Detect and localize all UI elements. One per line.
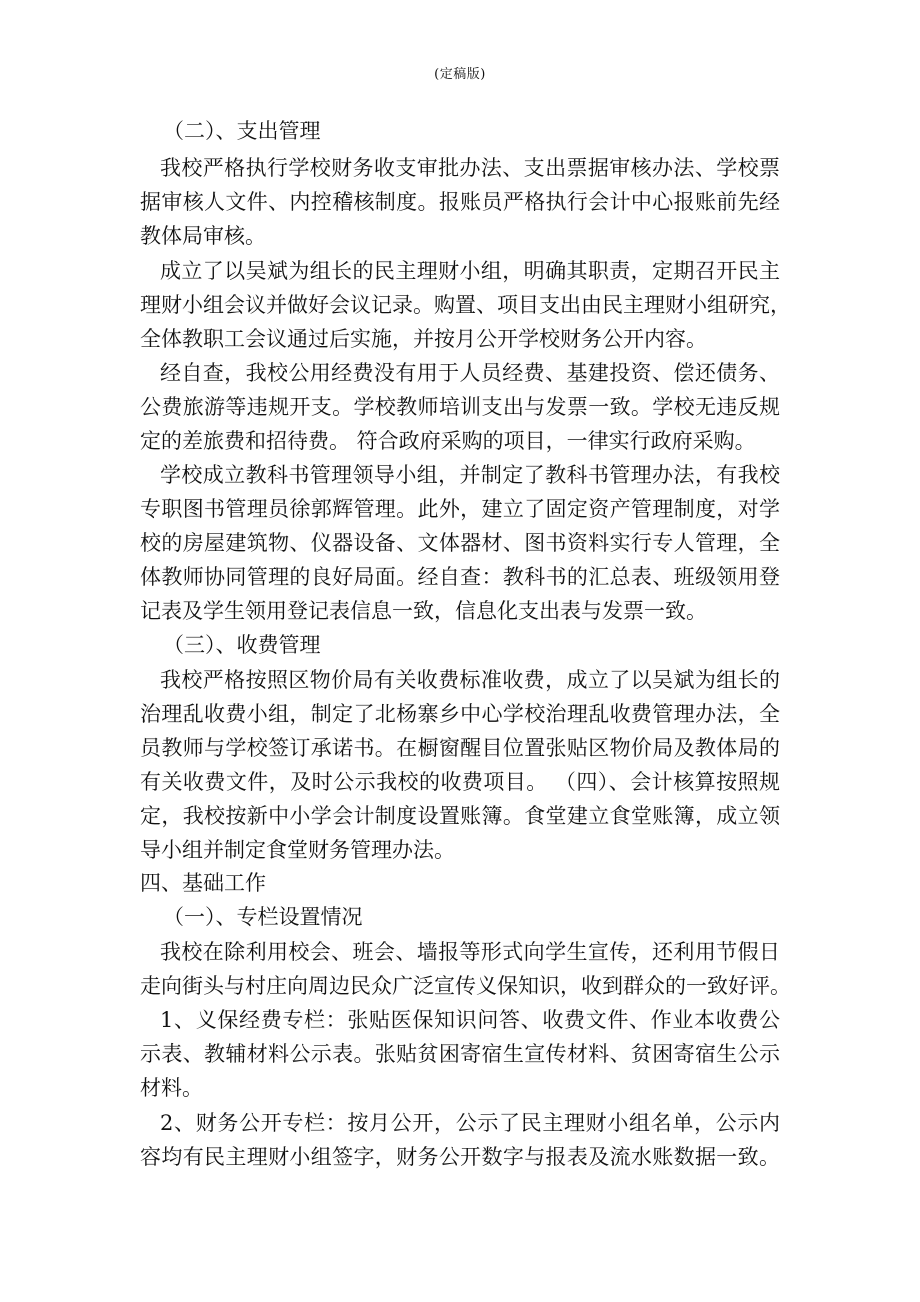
paragraph-line: 公费旅游等违规开支。学校教师培训支出与发票一致。学校无违反规 xyxy=(140,395,780,419)
paragraph-line: 定的差旅费和招待费。 符合政府采购的项目，一律实行政府采购。 xyxy=(140,429,756,453)
paragraph-line: 有关收费文件，及时公示我校的收费项目。 （四）、会计核算按照规 xyxy=(140,770,780,794)
paragraph-line: 全体教职工会议通过后实施，并按月公开学校财务公开内容。 xyxy=(140,327,707,351)
section-heading-fees: （三）、收费管理 xyxy=(163,633,321,657)
paragraph-line: 校的房屋建筑物、仪器设备、文体器材、图书资料实行专人管理，全 xyxy=(140,531,780,555)
paragraph-line: 2、财务公开专栏：按月公开，公示了民主理财小组名单，公示内 xyxy=(160,1111,780,1135)
paragraph-line: 1、义保经费专栏：张贴医保知识问答、收费文件、作业本收费公 xyxy=(160,1008,780,1032)
paragraph-line: 定，我校按新中小学会计制度设置账簿。食堂建立食堂账簿，成立领 xyxy=(140,804,780,828)
paragraph-line: 我校严格按照区物价局有关收费标准收费，成立了以吴斌为组长的 xyxy=(160,668,780,692)
section-heading-columns: （一）、专栏设置情况 xyxy=(163,905,363,929)
paragraph-line: 学校成立教科书管理领导小组，并制定了教科书管理办法，有我校 xyxy=(160,463,780,487)
paragraph-line: 员教师与学校签订承诺书。在橱窗醒目位置张贴区物价局及教体局的 xyxy=(140,736,780,760)
section-heading-basic-work: 四、基础工作 xyxy=(140,871,266,895)
paragraph-line: 容均有民主理财小组签字，财务公开数字与报表及流水账数据一致。 xyxy=(140,1145,780,1169)
paragraph-line: 理财小组会议并做好会议记录。购置、项目支出由民主理财小组研究， xyxy=(140,293,791,317)
paragraph-line: 据审核人文件、内控稽核制度。报账员严格执行会计中心报账前先经 xyxy=(140,190,780,214)
paragraph-line: 导小组并制定食堂财务管理办法。 xyxy=(140,838,455,862)
paragraph-line: 走向街头与村庄向周边民众广泛宣传义保知识，收到群众的一致好评。 xyxy=(140,974,791,998)
paragraph-line: 材料。 xyxy=(140,1076,203,1100)
paragraph-line: 体教师协同管理的良好局面。经自查：教科书的汇总表、班级领用登 xyxy=(140,565,780,589)
paragraph-line: 我校在除利用校会、班会、墙报等形式向学生宣传，还利用节假日 xyxy=(160,940,780,964)
paragraph-line: 教体局审核。 xyxy=(140,224,266,248)
paragraph-line: 专职图书管理员徐郭辉管理。此外，建立了固定资产管理制度，对学 xyxy=(140,497,780,521)
paragraph-line: 经自查，我校公用经费没有用于人员经费、基建投资、偿还债务、 xyxy=(160,361,780,385)
paragraph-line: 示表、教辅材料公示表。张贴贫困寄宿生宣传材料、贫困寄宿生公示 xyxy=(140,1042,780,1066)
paragraph-line: 治理乱收费小组，制定了北杨寨乡中心学校治理乱收费管理办法，全 xyxy=(140,702,780,726)
paragraph-line: 记表及学生领用登记表信息一致，信息化支出表与发票一致。 xyxy=(140,599,707,623)
document-header: (定稿版) xyxy=(434,67,486,82)
paragraph-line: 我校严格执行学校财务收支审批办法、支出票据审核办法、学校票 xyxy=(160,156,780,180)
paragraph-line: 成立了以吴斌为组长的民主理财小组，明确其职责，定期召开民主 xyxy=(160,259,780,283)
section-heading-expenditure: （二）、支出管理 xyxy=(163,119,321,143)
